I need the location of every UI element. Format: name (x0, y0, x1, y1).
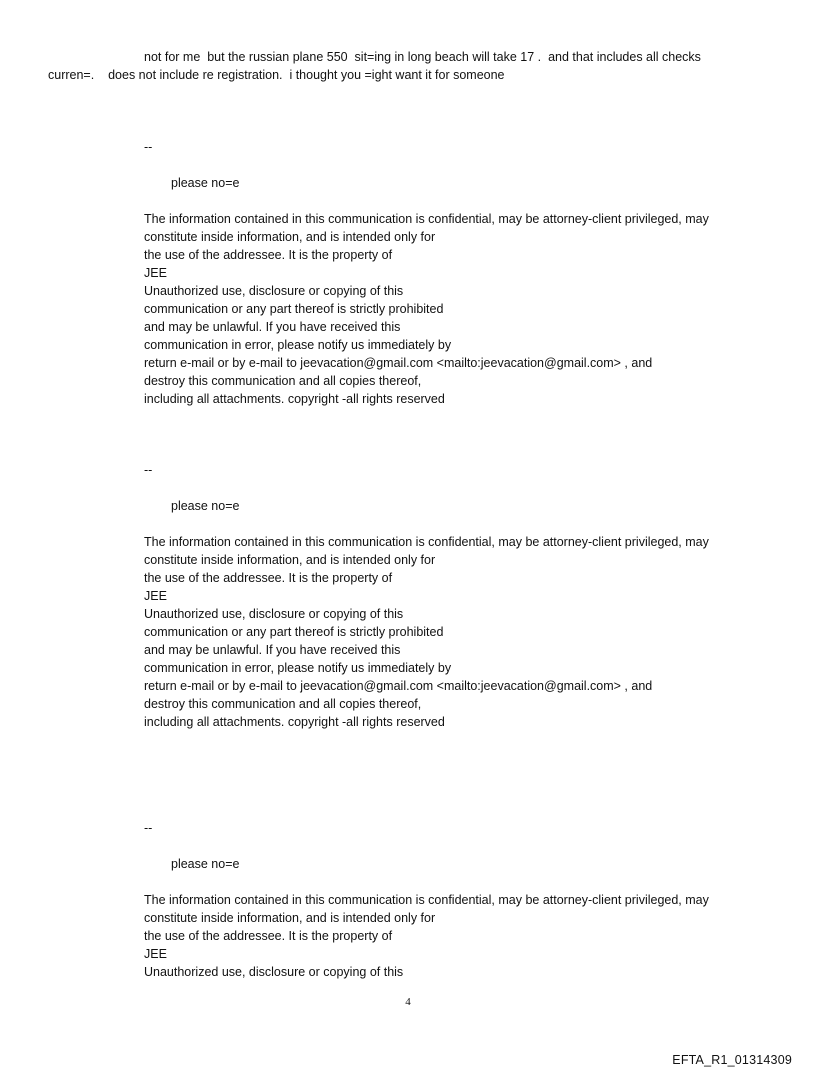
disclaimer-line: The information contained in this communication is confidential, may be attorney-client privileged, may (144, 535, 709, 549)
signature-block-1 (144, 138, 784, 408)
signature-note: please no=e (171, 176, 240, 190)
page-number: 4 (405, 996, 411, 1008)
disclaimer-line: constitute inside information, and is intended only for (144, 911, 436, 925)
disclaimer-line: destroy this communication and all copies thereof, (144, 697, 422, 711)
disclaimer-line: The information contained in this communication is confidential, may be attorney-client privileged, may (144, 893, 709, 907)
disclaimer-line: constitute inside information, and is intended only for (144, 230, 436, 244)
disclaimer-line: communication in error, please notify us immediately by (144, 338, 452, 352)
disclaimer-line: Unauthorized use, disclosure or copying of this (144, 284, 404, 298)
disclaimer-line: communication in error, please notify us immediately by (144, 661, 452, 675)
confidentiality-disclaimer (144, 210, 784, 408)
confidentiality-disclaimer (144, 533, 784, 731)
disclaimer-line: The information contained in this communication is confidential, may be attorney-client privileged, may (144, 212, 709, 226)
disclaimer-line: Unauthorized use, disclosure or copying of this (144, 607, 404, 621)
signature-separator: -- (144, 463, 153, 477)
disclaimer-line: the use of the addressee. It is the property of (144, 929, 393, 943)
disclaimer-line: destroy this communication and all copies thereof, (144, 374, 422, 388)
disclaimer-line: including all attachments. copyright -all rights reserved (144, 715, 445, 729)
disclaimer-line: and may be unlawful. If you have received this (144, 320, 401, 334)
disclaimer-line: communication or any part thereof is strictly prohibited (144, 302, 444, 316)
signature-separator: -- (144, 140, 153, 154)
signature-block-3 (144, 819, 784, 981)
disclaimer-line: and may be unlawful. If you have received this (144, 643, 401, 657)
email-body-line-2: curren=. does not include re registration. i thought you =ight want it for someone (48, 68, 505, 82)
disclaimer-line: JEE (144, 266, 167, 280)
bates-number: EFTA_R1_01314309 (672, 1053, 792, 1067)
disclaimer-line: the use of the addressee. It is the property of (144, 248, 393, 262)
disclaimer-line: the use of the addressee. It is the property of (144, 571, 393, 585)
disclaimer-line: return e-mail or by e-mail to jeevacation@gmail.com <mailto:jeevacation@gmail.com> , and (144, 679, 653, 693)
disclaimer-line: including all attachments. copyright -all rights reserved (144, 392, 445, 406)
email-body-line-1: not for me but the russian plane 550 sit=ing in long beach will take 17 . and that includes all checks (144, 50, 701, 64)
signature-block-2 (144, 461, 784, 731)
disclaimer-line: communication or any part thereof is strictly prohibited (144, 625, 444, 639)
confidentiality-disclaimer (144, 891, 784, 981)
signature-separator: -- (144, 821, 153, 835)
disclaimer-line: JEE (144, 947, 167, 961)
signature-note: please no=e (171, 499, 240, 513)
signature-note: please no=e (171, 857, 240, 871)
disclaimer-line: return e-mail or by e-mail to jeevacation@gmail.com <mailto:jeevacation@gmail.com> , and (144, 356, 653, 370)
disclaimer-line: Unauthorized use, disclosure or copying of this (144, 965, 404, 979)
disclaimer-line: JEE (144, 589, 167, 603)
disclaimer-line: constitute inside information, and is intended only for (144, 553, 436, 567)
